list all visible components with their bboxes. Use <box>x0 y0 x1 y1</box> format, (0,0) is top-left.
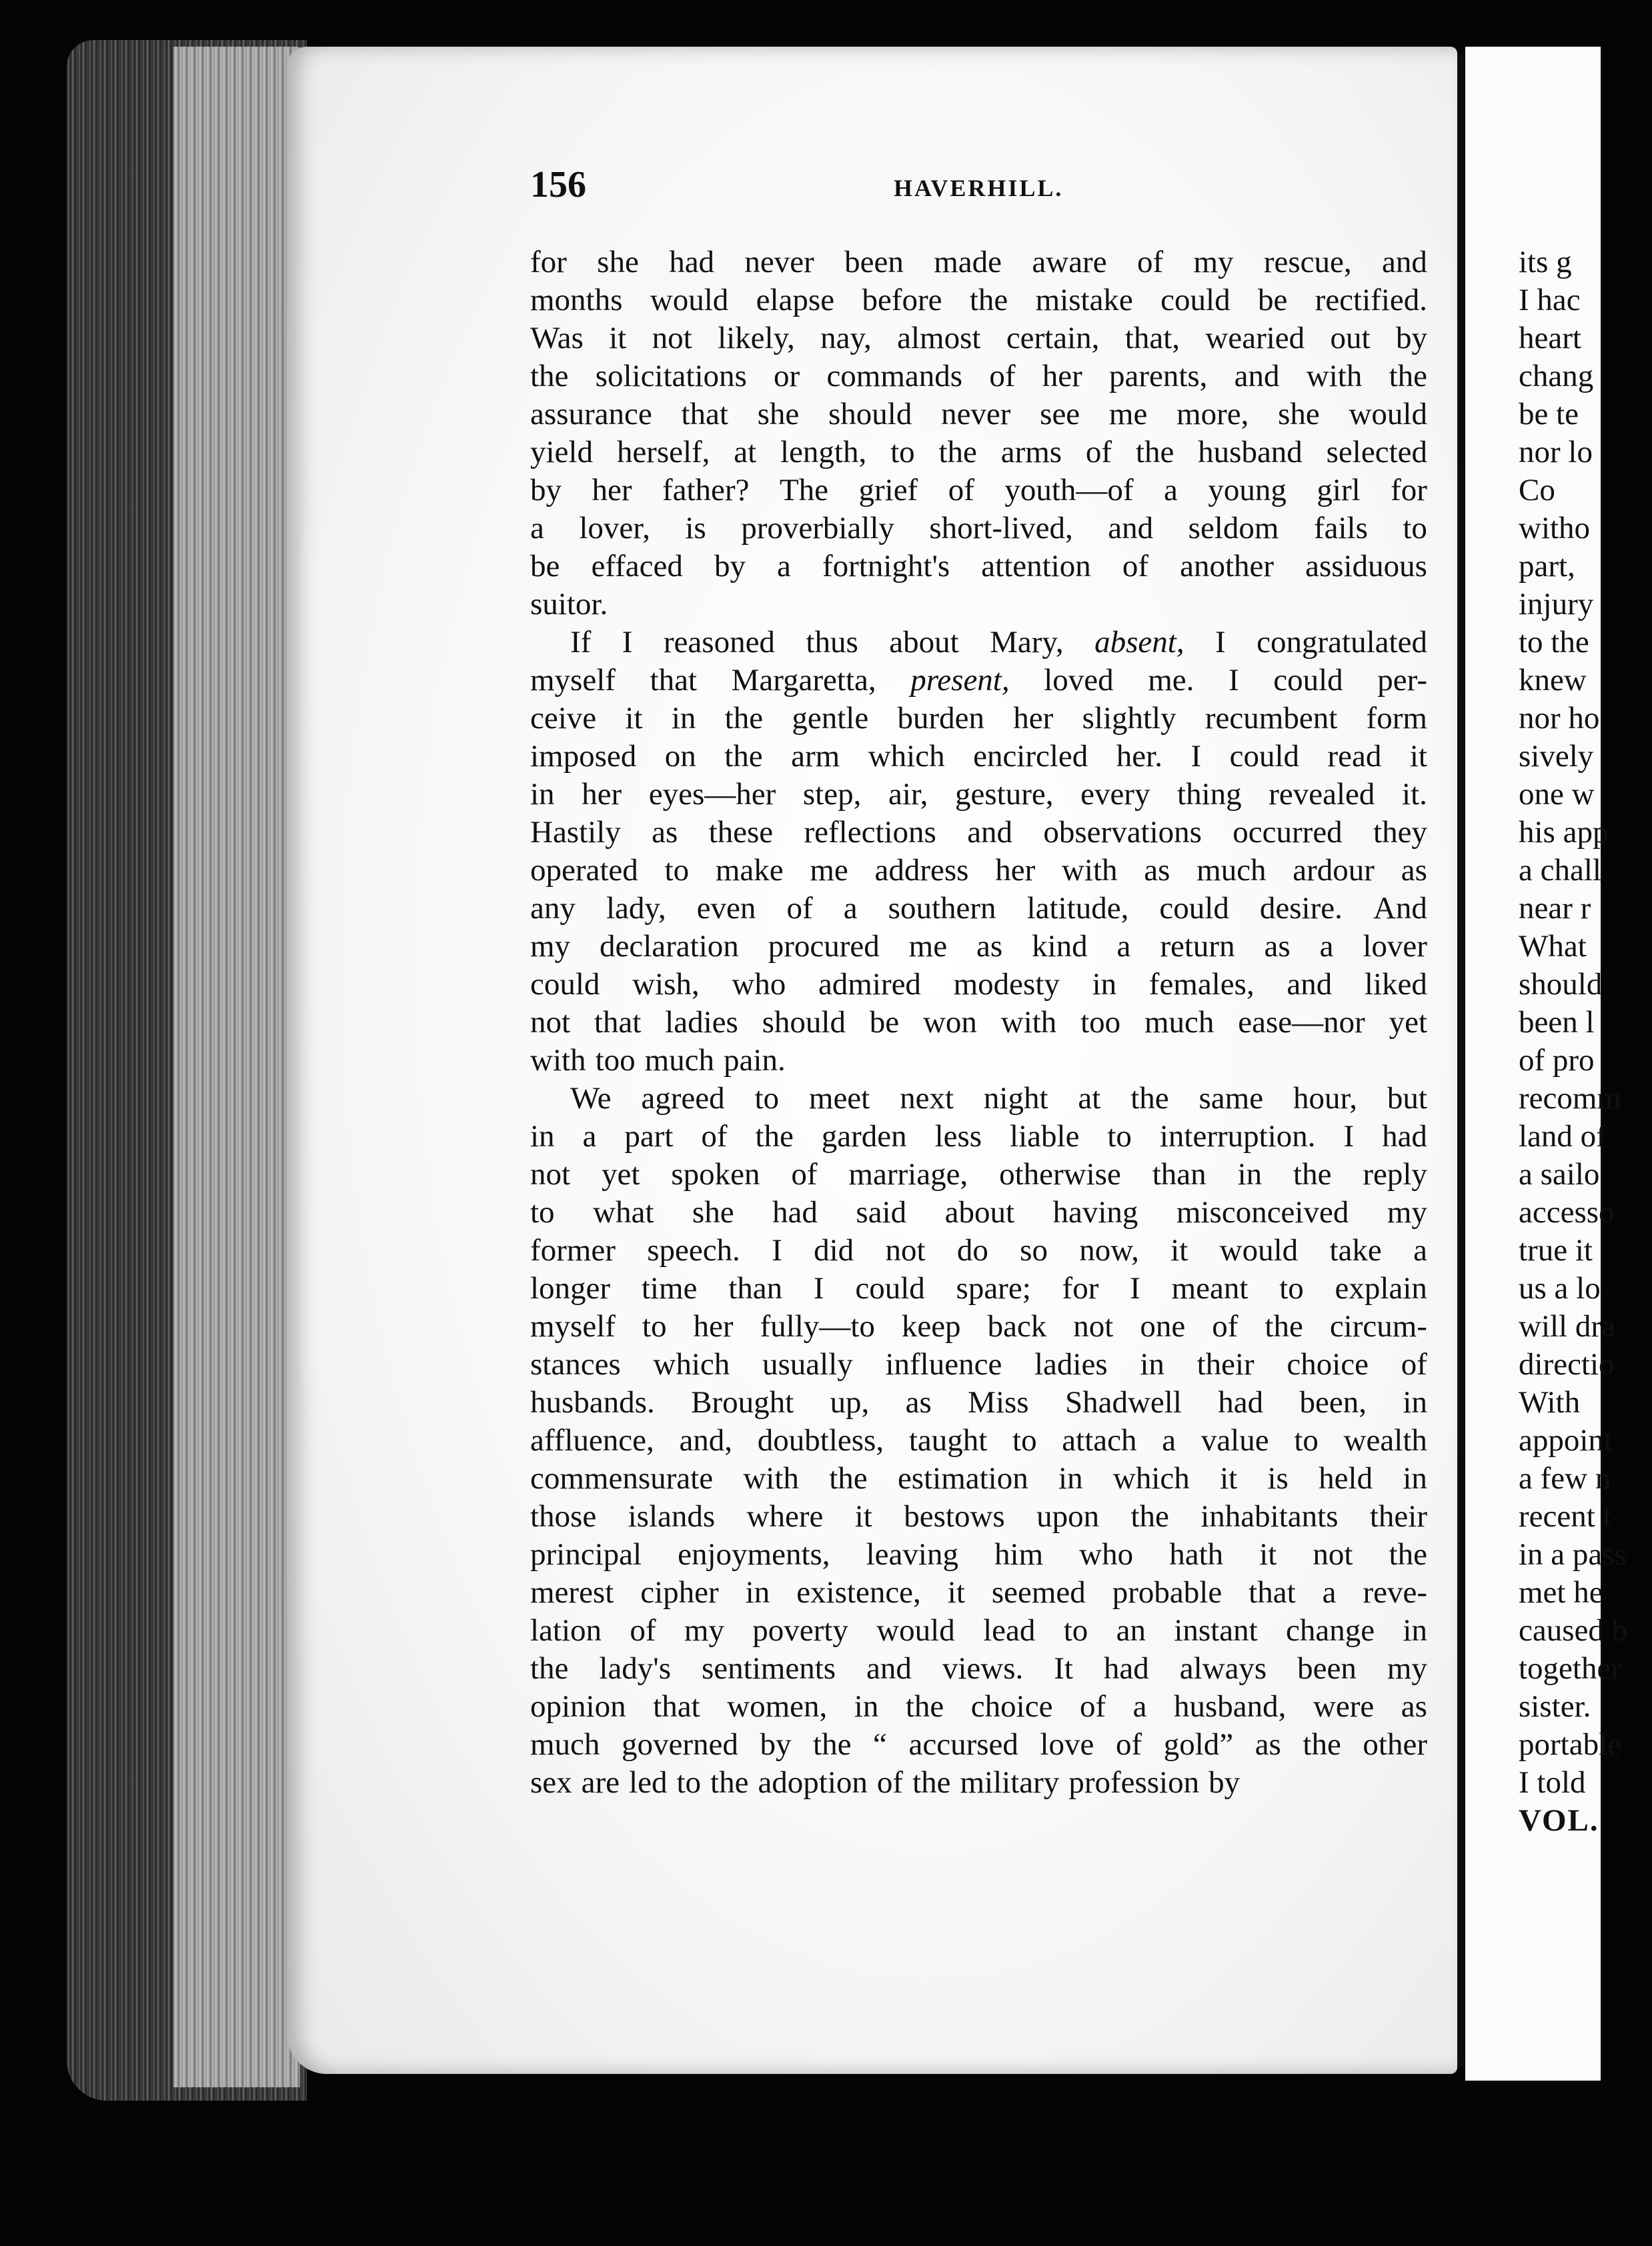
right-page-line: sister. <box>1519 1689 1591 1724</box>
right-page-line: I told <box>1519 1765 1586 1800</box>
text-line: operated to make me address her with as much ardour as <box>530 853 1427 888</box>
right-page-line: his app <box>1519 815 1609 850</box>
right-page-line: chang <box>1519 359 1594 393</box>
right-page-line: part, <box>1519 549 1575 584</box>
text-line: opinion that women, in the choice of a husband, were as <box>530 1689 1427 1724</box>
right-page-line: appoint <box>1519 1423 1613 1458</box>
right-page-line: near r <box>1519 891 1591 926</box>
right-page-line: been l <box>1519 1005 1595 1040</box>
text-line: any lady, even of a southern latitude, could desire. And <box>530 891 1427 926</box>
right-page-line: directio <box>1519 1347 1615 1382</box>
text-line: merest cipher in existence, it seemed probable that a reve- <box>530 1575 1427 1610</box>
text-line: yield herself, at length, to the arms of the husband selected <box>530 435 1427 469</box>
text-line: suitor. <box>530 587 608 622</box>
right-page-line: witho <box>1519 511 1591 545</box>
text-line: myself that Margaretta, present, loved me. I could per- <box>530 663 1427 698</box>
text-line: Was it not likely, nay, almost certain, that, wearied out by <box>530 321 1427 355</box>
right-page-line: With <box>1519 1385 1581 1420</box>
right-page-line: together <box>1519 1651 1621 1686</box>
text-line: husbands. Brought up, as Miss Shadwell had been, in <box>530 1385 1427 1420</box>
text-line: the solicitations or commands of her parents, and with the <box>530 359 1427 393</box>
text-line: not yet spoken of marriage, otherwise than in the reply <box>530 1157 1427 1192</box>
right-page-text <box>1519 243 1652 1840</box>
right-page-line: us a lo <box>1519 1271 1601 1306</box>
text-line: We agreed to meet next night at the same hour, but <box>570 1081 1427 1116</box>
right-page-line: met he <box>1519 1575 1603 1610</box>
right-page-line: a chall <box>1519 853 1601 888</box>
text-line: a lover, is proverbially short-lived, and seldom fails to <box>530 511 1427 545</box>
text-line: for she had never been made aware of my rescue, and <box>530 245 1427 279</box>
right-page-line: knew <box>1519 663 1587 698</box>
right-page-line: nor ho <box>1519 701 1600 736</box>
text-line: sex are led to the adoption of the military profession by <box>530 1765 1241 1800</box>
right-page-line: in a pass <box>1519 1537 1627 1572</box>
text-line: the lady's sentiments and views. It had always been my <box>530 1651 1427 1686</box>
text-line: affluence, and, doubtless, taught to attach a value to wealth <box>530 1423 1427 1458</box>
text-line: not that ladies should be won with too much ease—nor yet <box>530 1005 1427 1040</box>
running-head: HAVERHILL. <box>894 175 1064 201</box>
text-line: longer time than I could spare; for I meant to explain <box>530 1271 1427 1306</box>
text-line: If I reasoned thus about Mary, absent, I congratulated <box>570 625 1427 660</box>
text-line: months would elapse before the mistake could be rectified. <box>530 283 1427 317</box>
text-line: stances which usually influence ladies in their choice of <box>530 1347 1427 1382</box>
right-page-line: recomm <box>1519 1081 1621 1116</box>
text-line: could wish, who admired modesty in females, and liked <box>530 967 1427 1002</box>
text-line: my declaration procured me as kind a return as a lover <box>530 929 1427 964</box>
right-page-line: sively <box>1519 739 1594 774</box>
book-gutter <box>1457 53 1465 2067</box>
text-line: to what she had said about having misconceived my <box>530 1195 1427 1230</box>
text-line: commensurate with the estimation in which it is held in <box>530 1461 1427 1496</box>
right-page-line: injury <box>1519 587 1594 622</box>
right-page-line: recent t <box>1519 1499 1612 1534</box>
right-page-line: accesso <box>1519 1195 1615 1230</box>
right-page-line: should <box>1519 967 1603 1002</box>
right-page-line: nor lo <box>1519 435 1593 469</box>
text-line: be effaced by a fortnight's attention of another assiduous <box>530 549 1427 584</box>
text-line: lation of my poverty would lead to an instant change in <box>530 1613 1427 1648</box>
right-page-line: to the <box>1519 625 1589 660</box>
text-line: in her eyes—her step, air, gesture, every thing revealed it. <box>530 777 1427 812</box>
text-line: with too much pain. <box>530 1043 786 1078</box>
text-line: former speech. I did not do so now, it would take a <box>530 1233 1427 1268</box>
right-page-line: will dra <box>1519 1309 1615 1344</box>
right-page-line: heart <box>1519 321 1581 355</box>
right-page-line: What <box>1519 929 1587 964</box>
right-page-line: a few n <box>1519 1461 1611 1496</box>
right-page-line: its g <box>1519 245 1572 279</box>
right-page-line: a sailo <box>1519 1157 1600 1192</box>
text-line: those islands where it bestows upon the inhabitants their <box>530 1499 1427 1534</box>
right-page-line: true it <box>1519 1233 1593 1268</box>
right-page-line: caused b <box>1519 1613 1628 1648</box>
text-line: principal enjoyments, leaving him who hath it not the <box>530 1537 1427 1572</box>
right-page-line: one w <box>1519 777 1595 812</box>
text-line: by her father? The grief of youth—of a young girl for <box>530 473 1427 507</box>
text-line: much governed by the “ accursed love of gold” as the other <box>530 1727 1427 1762</box>
text-line: assurance that she should never see me more, she would <box>530 397 1427 431</box>
page-stack-edges <box>173 47 300 2087</box>
text-line: Hastily as these reflections and observations occurred they <box>530 815 1427 850</box>
text-line: myself to her fully—to keep back not one of the circum- <box>530 1309 1427 1344</box>
right-page-line: Co <box>1519 473 1555 507</box>
text-line: in a part of the garden less liable to interruption. I had <box>530 1119 1427 1154</box>
right-page-line: I hac <box>1519 283 1581 317</box>
text-line: imposed on the arm which encircled her. I could read it <box>530 739 1427 774</box>
page-header <box>530 163 1427 217</box>
page-number: 156 <box>530 164 586 205</box>
right-page-line: VOL. <box>1519 1803 1599 1838</box>
right-page-line: land of <box>1519 1119 1607 1154</box>
right-page-line: be te <box>1519 397 1579 431</box>
right-page-line: portable <box>1519 1727 1621 1762</box>
right-page-line: of pro <box>1519 1043 1595 1078</box>
body-text <box>530 243 1427 1802</box>
text-line: ceive it in the gentle burden her slightly recumbent form <box>530 701 1427 736</box>
